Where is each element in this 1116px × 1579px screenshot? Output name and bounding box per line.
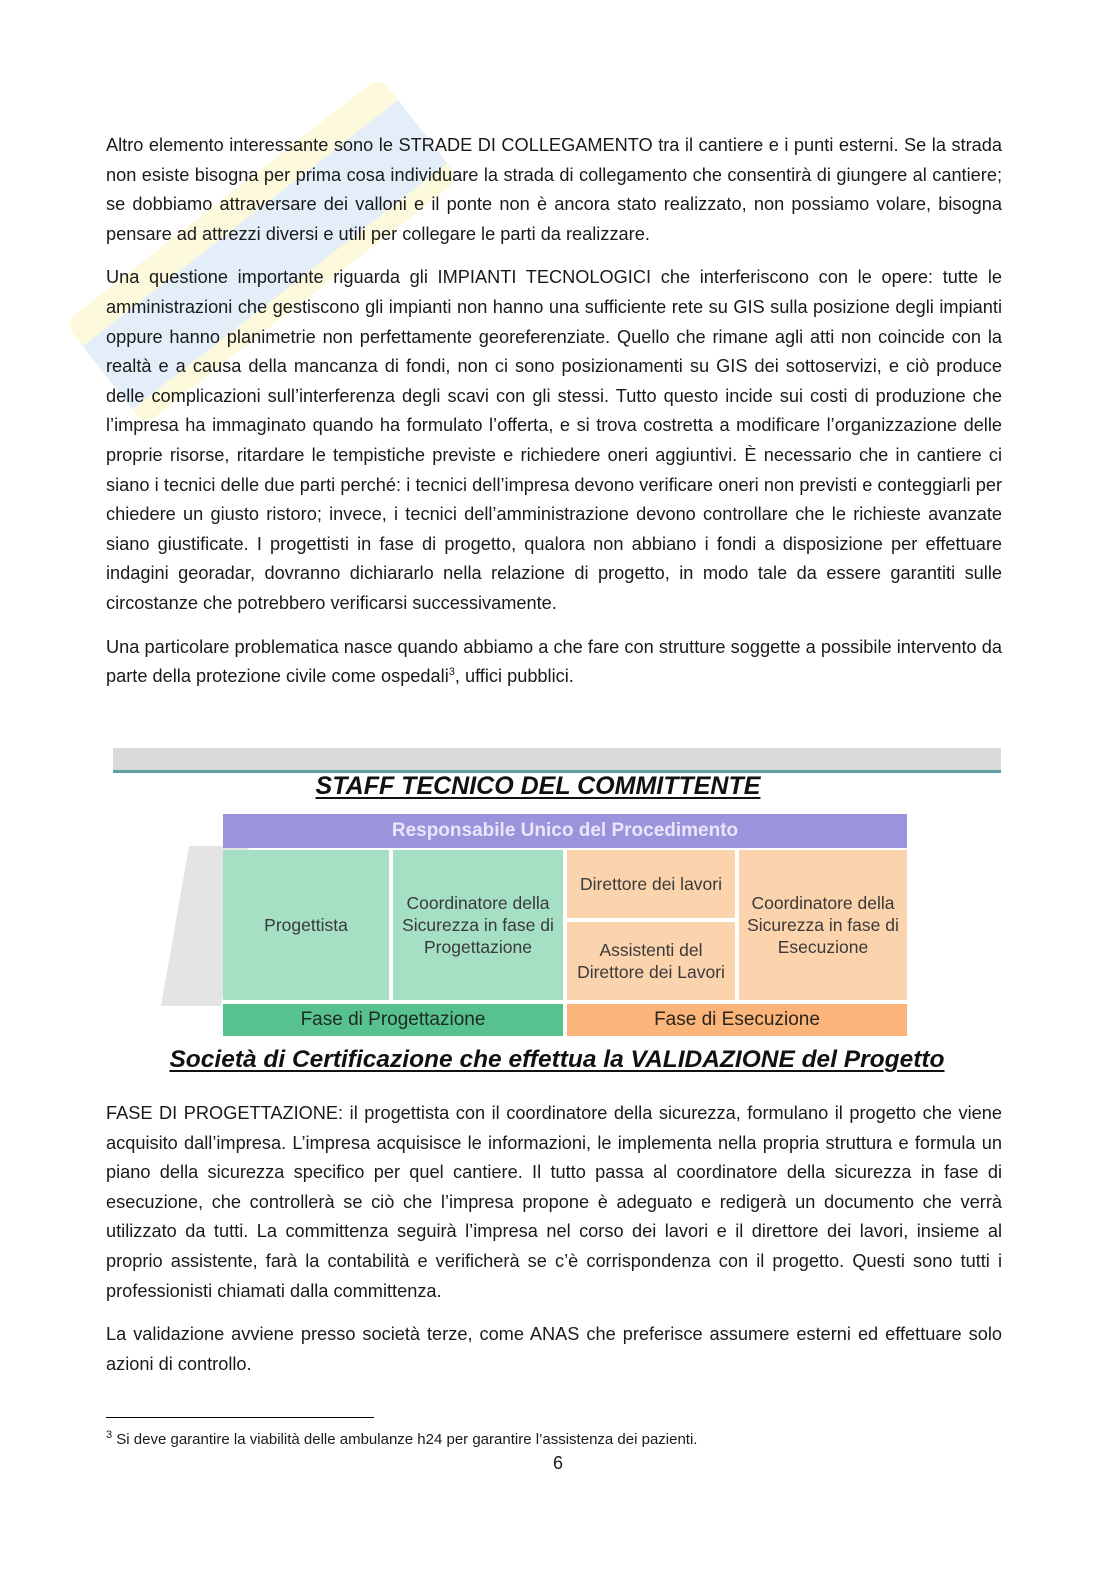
paragraph-ospedali-end: , uffici pubblici. — [454, 666, 574, 687]
footnote-mark: 3 — [106, 1429, 113, 1441]
staff-diagram — [113, 748, 1001, 1083]
footnote-text: Si deve garantire la viabilità delle ambulanze h24 per garantire l’assistenza dei pazienti. — [112, 1431, 698, 1448]
body-text-top — [106, 131, 1002, 706]
body-text-bottom — [106, 1099, 1002, 1393]
paragraph-ospedali — [106, 633, 1002, 692]
diagram-title: STAFF TECNICO DEL COMMITTENTE — [315, 772, 761, 800]
paragraph-fase-progettazione: FASE DI PROGETTAZIONE: il progettista con il coordinatore della sicurezza, formulano il progetto che viene acquisito dall’impresa. L’impresa acquisisce le informazioni, le implementa nella propria struttura e formula un piano della sicurezza specifico per quel cantiere. Il tutto passa al coordinatore della sicurezza in fase di esecuzione, che controllerà se ciò che l’impresa propone è adeguato e redigerà un documento che verrà utilizzato da tutti. La committenza seguirà l’impresa nel corso dei lavori e il direttore dei lavori, insieme al proprio assistente, farà la contabilità e verificherà se c’è corrispondenza con il progetto. Questi sono tutti i professionisti chiamati dalla committenza. — [106, 1103, 1002, 1301]
paragraph-impianti: Una questione importante riguarda gli IMPIANTI TECNOLOGICI che interferiscono con le opere: tutte le amministrazioni che gestiscono gli impianti non hanno una sufficiente rete su GIS sulla posizione degli impianti oppure hanno planimetrie non perfettamente georeferenziate. Quello che rimane agli atti non coincide con la realtà e a causa della mancanza di fondi, non ci sono posizionamenti su GIS dei sottoservizi, e ciò produce delle complicazioni sull’interferenza degli scavi con gli stessi. Tutto questo incide sui costi di produzione che l’impresa ha immaginato quando ha formulato l’offerta, e si trova costretta a modificare l’organizzazione delle proprie risorse, ritardare le tempistiche previste e richiedere oneri aggiuntivi. È necessario che in cantiere ci siano i tecnici delle due parti perché: i tecnici dell’impresa devono verificare oneri non previsti e conteggiarli per chiedere un giusto ristoro; invece, i tecnici dell’amministrazione devono controllare che le richieste avanzate siano giustificate. I progettisti in fase di progetto, qualora non abbiano i fondi a disposizione per effettuare indagini georadar, dovranno dichiararlo nella relazione di progetto, in modo tale da essere garantiti sulle circostanze che potrebbero verificarsi successivamente. — [106, 267, 1002, 613]
paragraph-strade: Altro elemento interessante sono le STRADE DI COLLEGAMENTO tra il cantiere e i punti esterni. Se la strada non esiste bisogna per prima cosa individuare la strada di collegamento che consentirà di giungere al cantiere; se dobbiamo attraversare dei valloni e il ponte non è ancora stato realizzato, non possiamo volare, bisogna pensare ad attrezzi diversi e utili per collegare le parti da realizzare. — [106, 135, 1002, 244]
diagram-caption: Società di Certificazione che effettua la VALIDAZIONE del Progetto — [169, 1046, 945, 1073]
direttore-lavori-box: Direttore dei lavori — [567, 850, 735, 918]
assistenti-dl-box: Assistenti del Direttore dei Lavori — [567, 922, 735, 1000]
paragraph-ospedali-text: Una particolare problematica nasce quando abbiamo a che fare con strutture soggette a possibile intervento da parte della protezione civile come ospedali — [106, 636, 1002, 687]
page-number: 6 — [552, 1453, 563, 1473]
footnote-separator — [106, 1417, 374, 1418]
diagram-top-bar — [113, 748, 1001, 770]
paragraph-validazione: La validazione avviene presso società terze, come ANAS che preferisce assumere esterni ed effettuare solo azioni di controllo. — [106, 1324, 1002, 1374]
footnote-ref[interactable]: 3 — [448, 666, 455, 679]
rup-box: Responsabile Unico del Procedimento — [223, 814, 907, 848]
cse-box: Coordinatore della Sicurezza in fase di Esecuzione — [739, 850, 907, 1000]
fase-progettazione-bar: Fase di Progettazione — [223, 1004, 563, 1036]
csp-box: Coordinatore della Sicurezza in fase di Progettazione — [393, 850, 563, 1000]
fase-esecuzione-bar: Fase di Esecuzione — [567, 1004, 907, 1036]
progettista-box: Progettista — [223, 850, 389, 1000]
footnote — [106, 1430, 697, 1450]
